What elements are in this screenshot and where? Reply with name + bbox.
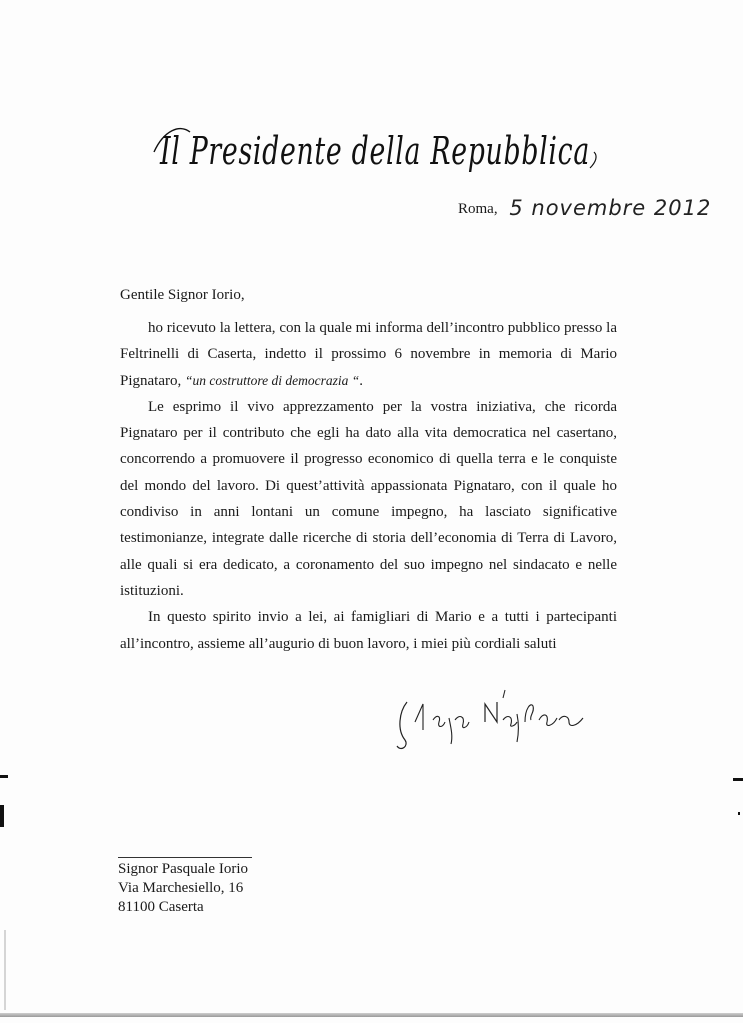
salutation: Gentile Signor Iorio, (120, 287, 245, 303)
address-rule (118, 857, 252, 858)
address-city: 81100 Caserta (118, 899, 204, 915)
address-name: Signor Pasquale Iorio (118, 861, 248, 877)
letter-body (120, 315, 617, 657)
scan-edge-bottom (0, 1013, 743, 1017)
letterhead (150, 112, 600, 182)
address-street: Via Marchesiello, 16 (118, 880, 244, 896)
letterhead-title: Il Presidente della Repubblica (159, 129, 590, 173)
margin-mark-right-dot (738, 812, 740, 815)
margin-mark-left-top (0, 775, 8, 778)
margin-mark-right-top (733, 778, 743, 781)
date-line (458, 194, 711, 218)
letterhead-calligraphy (150, 112, 600, 182)
handwritten-date: 5 novembre 2012 (509, 196, 712, 220)
date-place: Roma, (458, 201, 498, 217)
paragraph-1-end: . (359, 372, 364, 389)
paragraph-1-quote: “un costruttore di democrazia “ (185, 372, 360, 388)
paragraph-3: In questo spirito invio a lei, ai famigliari di Mario e a tutti i partecipanti all’incontro, assieme all’augurio di buon lavoro, i miei più cordiali saluti (120, 609, 617, 652)
margin-mark-left-bar (0, 805, 4, 827)
paragraph-2: Le esprimo il vivo apprezzamento per la vostra iniziativa, che ricorda Pignataro per il contributo che egli ha dato alla vita democratica nel casertano, concorrendo a promuovere il progresso economico di quella terra e le conquiste del mondo del lavoro. Di quest’attività appassionata Pignataro, con il quale ho condiviso in anni lontani un comune impegno, ha lasciato significative testimonianze, integrate dalle ricerche di storia dell’economia di Terra di Lavoro, alle quali si era dedicato, a coronamento del suo impegno nel sindacato e nelle istituzioni. (120, 398, 617, 599)
scan-edge-left (4, 930, 6, 1010)
recipient-address (118, 860, 248, 917)
signature-graphic (393, 682, 603, 757)
signature (393, 682, 603, 757)
paragraph-1 (120, 315, 617, 394)
paragraph-1-text: ho ricevuto la lettera, con la quale mi informa dell’incontro pubblico presso la Feltrinelli di Caserta, indetto il prossimo 6 novembre in memoria di Mario Pignataro, (120, 320, 617, 389)
